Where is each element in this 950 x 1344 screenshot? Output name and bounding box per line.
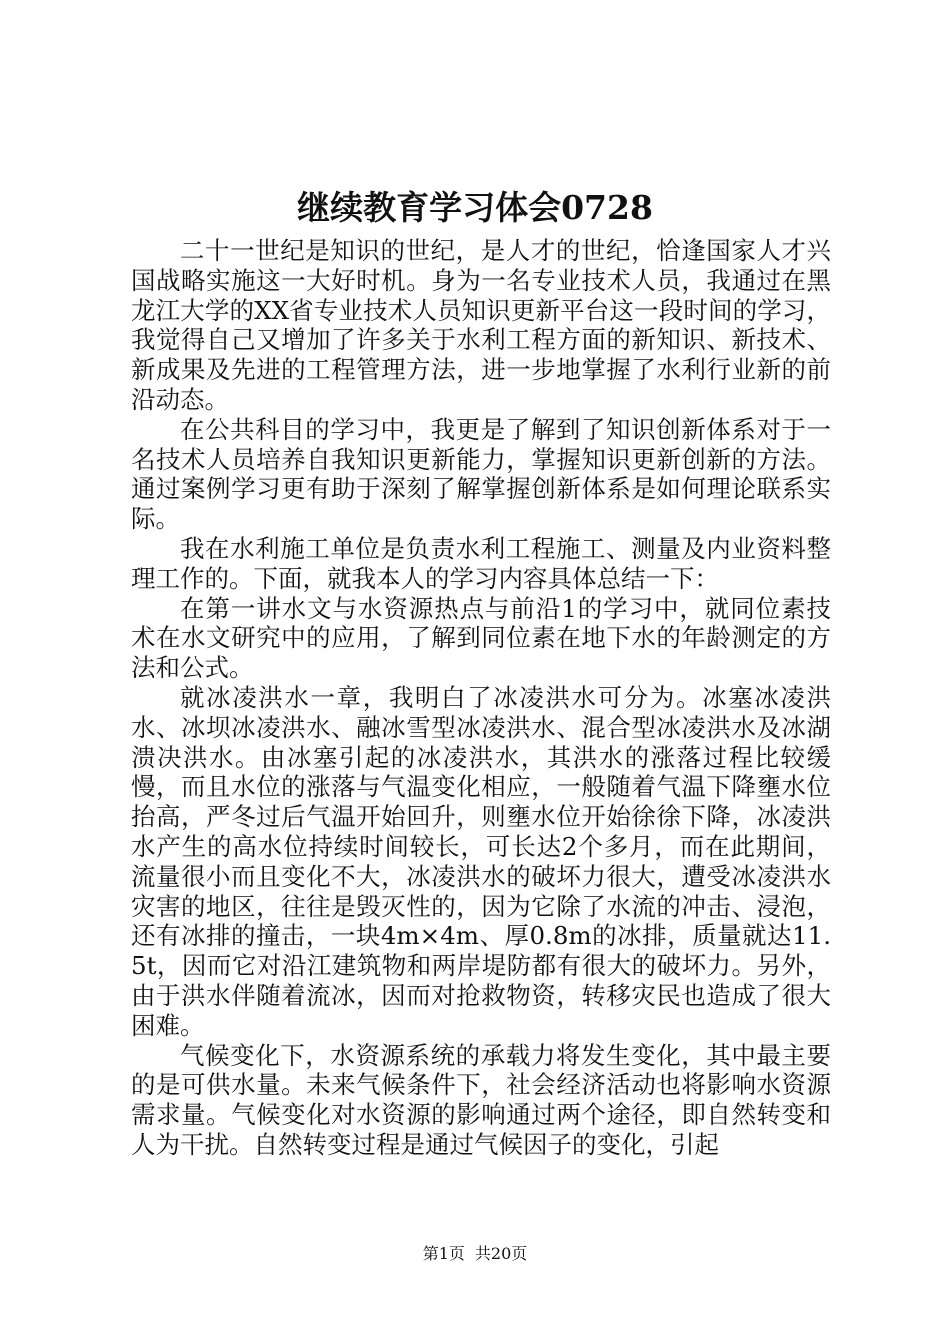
page-number: 第1页 [422,1244,465,1263]
paragraph: 二十一世纪是知识的世纪，是人才的世纪，恰逢国家人才兴国战略实施这一大好时机。身为一名专业技术人员，我通过在黑龙江大学的XX省专业技术人员知识更新平台这一段时间的学习，我觉得自己又增加了许多关于水利工程方面的新知识、新技术、新成果及先进的工程管理方法，进一步地掌握了水利行业新的前沿动态。 [131,236,831,414]
document-body [131,236,831,1160]
page-footer [0,1242,950,1266]
paragraph: 气候变化下，水资源系统的承载力将发生变化，其中最主要的是可供水量。未来气候条件下，社会经济活动也将影响水资源需求量。气候变化对水资源的影响通过两个途径，即自然转变和人为干扰。自然转变过程是通过气候因子的变化，引起 [131,1040,831,1159]
paragraph: 在第一讲水文与水资源热点与前沿1的学习中，就同位素技术在水文研究中的应用，了解到同位素在地下水的年龄测定的方法和公式。 [131,593,831,683]
paragraph: 在公共科目的学习中，我更是了解到了知识创新体系对于一名技术人员培养自我知识更新能力，掌握知识更新创新的方法。通过案例学习更有助于深刻了解掌握创新体系是如何理论联系实际。 [131,414,831,534]
document-title: 继续教育学习体会0728 [297,188,653,227]
paragraph: 就冰凌洪水一章，我明白了冰凌洪水可分为。冰塞冰凌洪水、冰坝冰凌洪水、融冰雪型冰凌洪水、混合型冰凌洪水及冰湖溃决洪水。由冰塞引起的冰凌洪水，其洪水的涨落过程比较缓慢，而且水位的涨落与气温变化相应，一般随着气温下降壅水位抬高，严冬过后气温开始回升，则壅水位开始徐徐下降，冰凌洪水产生的高水位持续时间较长，可长达2个多月，而在此期间，流量很小而且变化不大，冰凌洪水的破坏力很大，遭受冰凌洪水灾害的地区，往往是毁灭性的，因为它除了水流的冲击、浸泡，还有冰排的撞击，一块4m×4m、厚0.8m的冰排，质量就达11.5t，因而它对沿江建筑物和两岸堤防都有很大的破坏力。另外，由于洪水伴随着流冰，因而对抢救物资，转移灾民也造成了很大困难。 [131,682,831,1040]
page-total: 共20页 [474,1244,528,1263]
paragraph: 我在水利施工单位是负责水利工程施工、测量及内业资料整理工作的。下面，就我本人的学习内容具体总结一下： [131,533,831,593]
